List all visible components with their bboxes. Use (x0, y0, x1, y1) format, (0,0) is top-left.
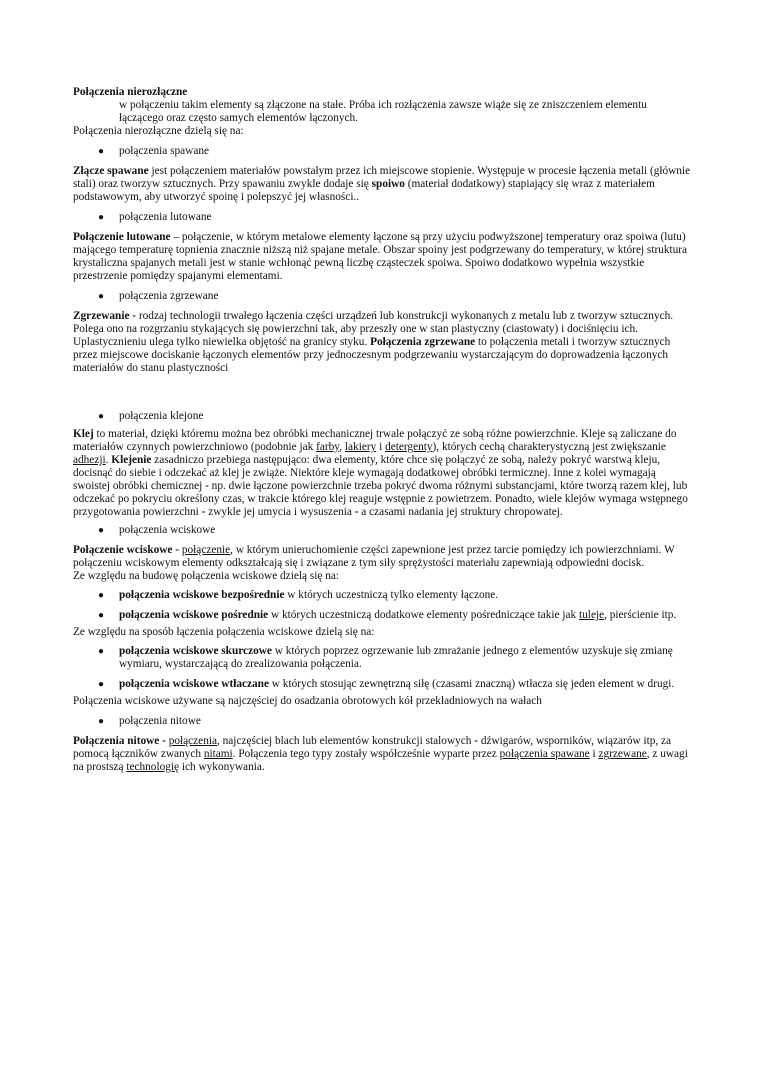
bullet-icon: ● (98, 411, 105, 422)
bullet-lutowane: ● połączenia lutowane (98, 211, 212, 223)
document-content (73, 86, 693, 774)
paragraph-spawane: Złącze spawane jest połączeniem materiałów powstałym przez ich miejscowe stopienie. Występuje w procesie łączenia metali (głównie stali) oraz tworzyw sztucznych. Przy spawaniu zwykle dodaje się spoiwo (materiał dodatkowy) stapiający się wraz z materiałem podstawowym, aby utworzyć spoinę i polepszyć jej własności.. (73, 165, 691, 203)
bullet-skurczowe: ● połączenia wciskowe skurczowe w których poprzez ogrzewanie lub zmrażanie jednego z elementów uzyskuje się zmianę wymiaru, wystarczającą do zrealizowania połączenia. (98, 645, 673, 670)
bullet-icon: ● (98, 646, 105, 657)
divide-budowa: Ze względu na budowę połączenia wciskowe dzielą się na: (73, 570, 339, 582)
paragraph-lutowane: Połączenie lutowane – połączenie, w którym metalowe elementy łączone są przy użyciu podwyższonej temperatury oraz spoiwa (lutu) mającego temperaturę topnienia znacznie niższą niż spajane metale. Obszar spoiny jest podgrzewany do temperatury, w której struktura krystaliczna spajanych metali jest w stanie wchłonąć pewną liczbę cząsteczek spoiwa. Spoiwo dodatkowo wypełnia wszystkie przestrzenie pomiędzy spajanymi elementami. (73, 231, 688, 282)
bullet-bezposrednie: ● połączenia wciskowe bezpośrednie w których uczestniczą tylko elementy łączone. (98, 589, 499, 601)
bullet-icon: ● (98, 146, 105, 157)
link-zgrzewane[interactable]: zgrzewane (598, 748, 647, 760)
bullet-icon: ● (98, 525, 105, 536)
link-nitami[interactable]: nitami (203, 748, 233, 760)
bullet-icon: ● (98, 679, 105, 690)
bullet-klejone: ● połączenia klejone (98, 410, 204, 422)
document-title: Połączenia nierozłączne (73, 86, 188, 98)
paragraph-nitowe: Połączenia nitowe - połączenia, najczęściej blach lub elementów konstrukcji stalowych - dźwigarów, wsporników, wiązarów itp, za pomocą łączników zwanych nitami. Połączenia tego typy zostały współcześnie wyparte przez połączenia spawane i zgrzewane, z uwagi na prostszą technologię ich wykonywania. (73, 735, 688, 773)
intro-paragraph: w połączeniu takim elementy są złączone na stałe. Próba ich rozłączenia zawsze wiąże się ze zniszczeniem elementu łączącego oraz często samych elementów łączonych. (119, 99, 647, 124)
paragraph-zgrzewane: Zgrzewanie - rodzaj technologii trwałego łączenia części urządzeń lub konstrukcji wykonanych z metalu lub z tworzyw sztucznych. Polega ono na rozgrzaniu stykających się powierzchni tak, aby przeszły one w stan plastyczny (ciastowaty) i dociśnięciu ich. Uplastycznieniu ulega tylko niewielka objętość na granicy styku. Połączenia zgrzewane to połączenia metali i tworzyw sztucznych przez miejscowe dociskanie łączonych elementów przy jednoczesnym podgrzewaniu wystarczającym do doprowadzenia łączonych materiałów do stanu plastyczności (73, 310, 674, 374)
link-lakiery[interactable]: lakiery (344, 441, 377, 453)
bullet-icon: ● (98, 716, 105, 727)
paragraph-wciskowe: Połączenie wciskowe - połączenie, w którym unieruchomienie części zapewnione jest przez tarcie pomiędzy ich powierzchniami. W połączeniu wciskowym elementy odkształcają się i związane z tym siły sprężystości materiału zapewniają odpowiedni docisk. (73, 544, 675, 569)
link-polaczenia[interactable]: połączenia (168, 735, 217, 747)
link-polaczenie[interactable]: połączenie (181, 544, 231, 556)
link-farby[interactable]: farby (316, 441, 340, 453)
link-polaczenia-spawane[interactable]: połączenia spawane (499, 748, 590, 760)
bullet-spawane: ● połączenia spawane (98, 145, 210, 157)
bullet-icon: ● (98, 291, 105, 302)
link-tuleje[interactable]: tuleje (579, 609, 605, 621)
bullet-zgrzewane: ● połączenia zgrzewane (98, 290, 219, 302)
divide-sposob: Ze względu na sposób łączenia połączenia wciskowe dzielą się na: (73, 626, 375, 638)
bullet-icon: ● (98, 610, 105, 621)
paragraph-klejone: Klej to materiał, dzięki któremu można bez obróbki mechanicznej trwale połączyć ze sobą różne powierzchnie. Kleje są zaliczane do materiałów czynnych powierzchniowo (podobnie jak farby, lakiery i detergenty), których cechą charakterystyczną jest zwiększanie adhezji. Klejenie zasadniczo przebiega następująco: dwa elementy, które chce się połączyć ze sobą, należy pokryć warstwą kleju, docisnąć do siebie i odczekać aż klej je zwiąże. Niektóre kleje wymagają dodatkowej obróbki termicznej. Inne z kolei wymagają swoistej obróbki chemicznej - np. dwie łączone powierzchnie trzeba pokryć dwoma różnymi substancjami, które tworzą razem klej, lub odczekać po pokryciu określony czas, w trakcie którego klej reaguje wstępnie z powietrzem. Ponadto, wiele klejów wymaga wstępnego przygotowania powierzchni - zwykle jej umycia i wysuszenia - a czasami nadania jej struktury chropowatej. (73, 428, 688, 518)
bullet-nitowe: ● połączenia nitowe (98, 715, 201, 727)
bullet-wciskowe: ● połączenia wciskowe (98, 524, 216, 536)
link-detergenty[interactable]: detergenty (385, 441, 433, 453)
link-adhezji[interactable]: adhezji (73, 454, 106, 466)
bullet-wtlaczane: ● połączenia wciskowe wtłaczane w których stosując zewnętrzną siłę (czasami znaczną) wtłacza się jeden element w drugi. (98, 678, 675, 690)
bullet-posrednie: ● połączenia wciskowe pośrednie w których uczestniczą dodatkowe elementy pośredniczące takie jak tuleje, pierścienie itp. (98, 609, 677, 621)
link-technologie[interactable]: technologię (126, 761, 180, 773)
bullet-icon: ● (98, 590, 105, 601)
bullet-icon: ● (98, 212, 105, 223)
usage-line: Połączenia wciskowe używane są najczęściej do osadzania obrotowych kół przekładniowych na wałach (73, 695, 542, 707)
divide-line: Połączenia nierozłączne dzielą się na: (73, 125, 244, 137)
